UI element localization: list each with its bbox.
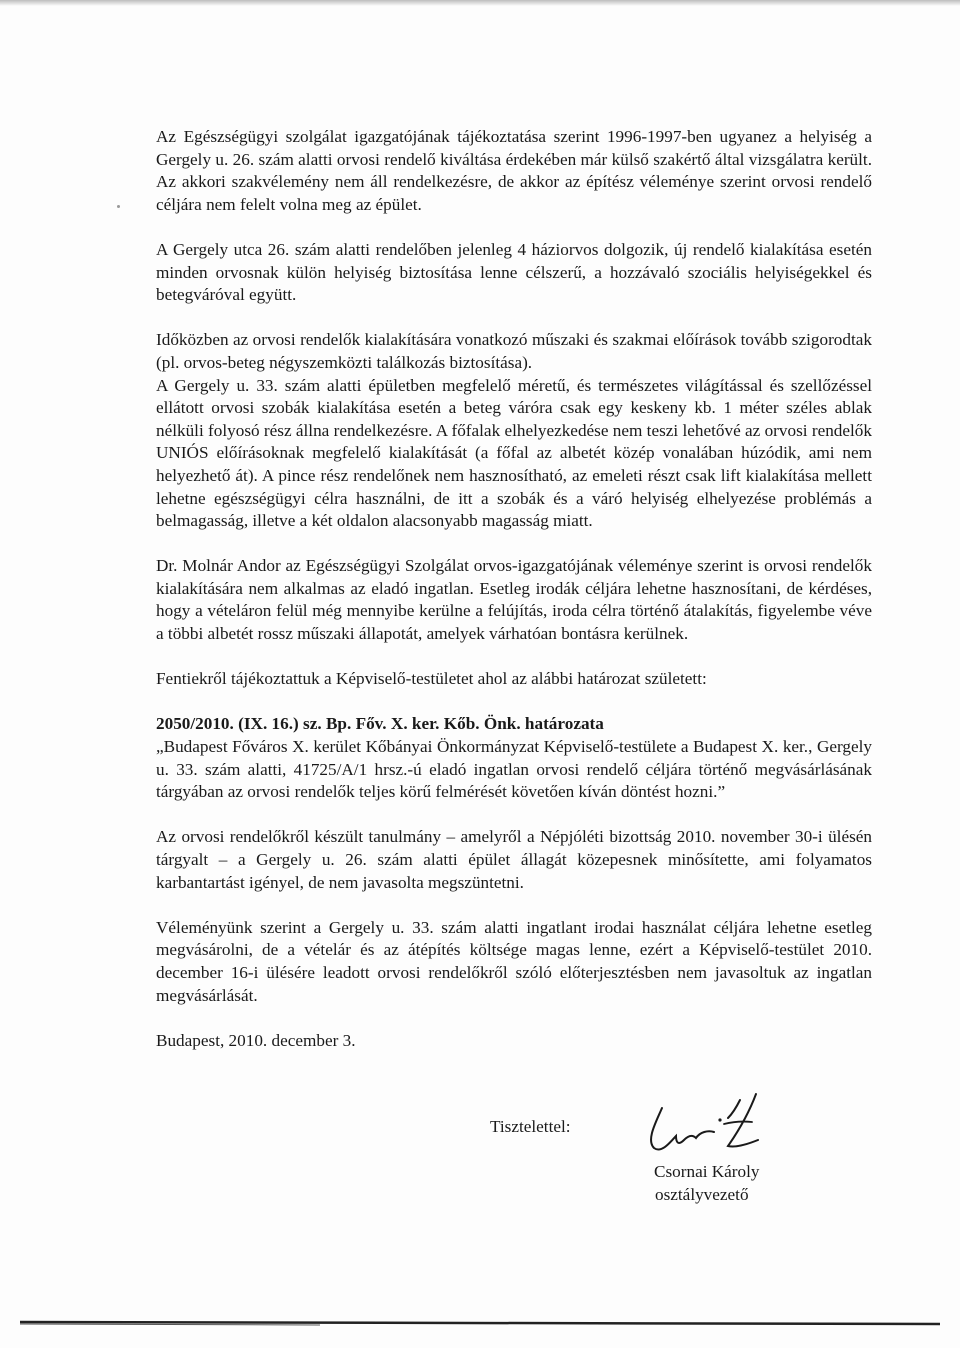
scan-speck [117,205,120,208]
closing-block [0,1070,960,1210]
paragraph-6: Fentiekről tájékoztattuk a Képviselő-testületet ahol az alábbi határozat született: [156,669,707,689]
scan-edge-bottom [20,1318,940,1328]
document-body [156,126,872,1075]
signer-name: Csornai Károly [654,1162,760,1181]
closing-greeting: Tisztelettel: [490,1117,571,1136]
paragraph-1: Az Egészségügyi szolgálat igazgatójának tájékoztatása szerint 1996-1997-ben ugyanez a helyiség a Gergely u. 26. szám alatti orvosi rendelő kiváltása érdekében már külső szakértő által vizsgálatra került. Az akkori szakvélemény nem áll rendelkezésre, de akkor az építész véleménye szerint orvosi rendelő céljára nem felelt volna meg az épület. [156,127,872,214]
paragraph-7: Az orvosi rendelőkről készült tanulmány – amelyről a Népjóléti bizottság 2010. november 30-i ülésén tárgyalt – a Gergely u. 26. szám alatti épület állagát közepesnek minősítette, ami folyamatos karbantartást igényel, de nem javasolta megszüntetni. [156,827,872,892]
paragraph-5: Dr. Molnár Andor az Egészségügyi Szolgálat orvos-igazgatójának véleménye szerint is orvosi rendelők kialakítására nem alkalmas az eladó ingatlan. Esetleg irodák céljára lehetne hasznosítani, de kérdéses, hogy a vételáron felül még mennyibe kerülne a felújítás, iroda célra történő átalakítás, figyelembe véve a többi albetét rossz műszaki állapotát, amelyek várhatóan bontásra kerülnek. [156,556,872,644]
resolution-title: 2050/2010. (IX. 16.) sz. Bp. Főv. X. ker. Kőb. Önk. határozata [156,714,604,734]
scan-edge-top [0,0,960,6]
paragraph-8: Véleményünk szerint a Gergely u. 33. szám alatti ingatlant irodai használat céljára lehetne esetleg megvásárolni, de a vételár és az átépítés költsége magas lenne, ezért a Képviselő-testület 2010. december 16-i ülésére leadott orvosi rendelőkről szóló előterjesztésben nem javasoltuk az ingatlan megvásárlását. [156,917,872,1005]
paragraph-3: Időközben az orvosi rendelők kialakítására vonatkozó műszaki és szakmai előírások tovább szigorodtak (pl. orvos-beteg négyszemközti találkozás biztosítása). [156,330,872,372]
date-line: Budapest, 2010. december 3. [156,1030,356,1050]
signer-title: osztályvezető [655,1185,749,1204]
paragraph-4: A Gergely u. 33. szám alatti épületben megfelelő méretű, és természetes világítással és szellőzéssel ellátott orvosi szobák kialakítása esetén a beteg váróra csak egy keskeny kb. 1 méter széles ablak nélküli folyosó rész állna rendelkezésre. A főfalak elhelyezkedése nem teszi lehetővé az orvosi rendelők UNIÓS előírásoknak megfelelő kialakítását (a főfal az albetét közép vonalában húzódik, ami nem helyezhető át). A pince rész rendelőnek nem hasznosítható, az emeleti részt csak lift kialakítása mellett lehetne egészségügyi célra használni, de itt a szobák és a váró helyiség elhelyezése problémás a belmagasság, illetve a két oldalon alacsonyabb magasság miatt. [156,375,872,531]
paragraph-2: A Gergely utca 26. szám alatti rendelőben jelenleg 4 háziorvos dolgozik, új rendelő kialakítása esetén minden orvosnak külön helyiség biztosítása lenne célszerű, a hozzávaló szociális helyiségekkel és betegváróval együtt. [156,239,872,305]
resolution-text: „Budapest Főváros X. kerület Kőbányai Önkormányzat Képviselő-testülete a Budapest X. ker., Gergely u. 33. szám alatti, 41725/A/1 hrsz.-ú eladó ingatlan orvosi rendelő céljára történő megvásárlásának tárgyában az orvosi rendelők teljes körű felmérését követően kíván döntést hozni.” [156,737,872,802]
handwritten-signature [632,1088,782,1160]
